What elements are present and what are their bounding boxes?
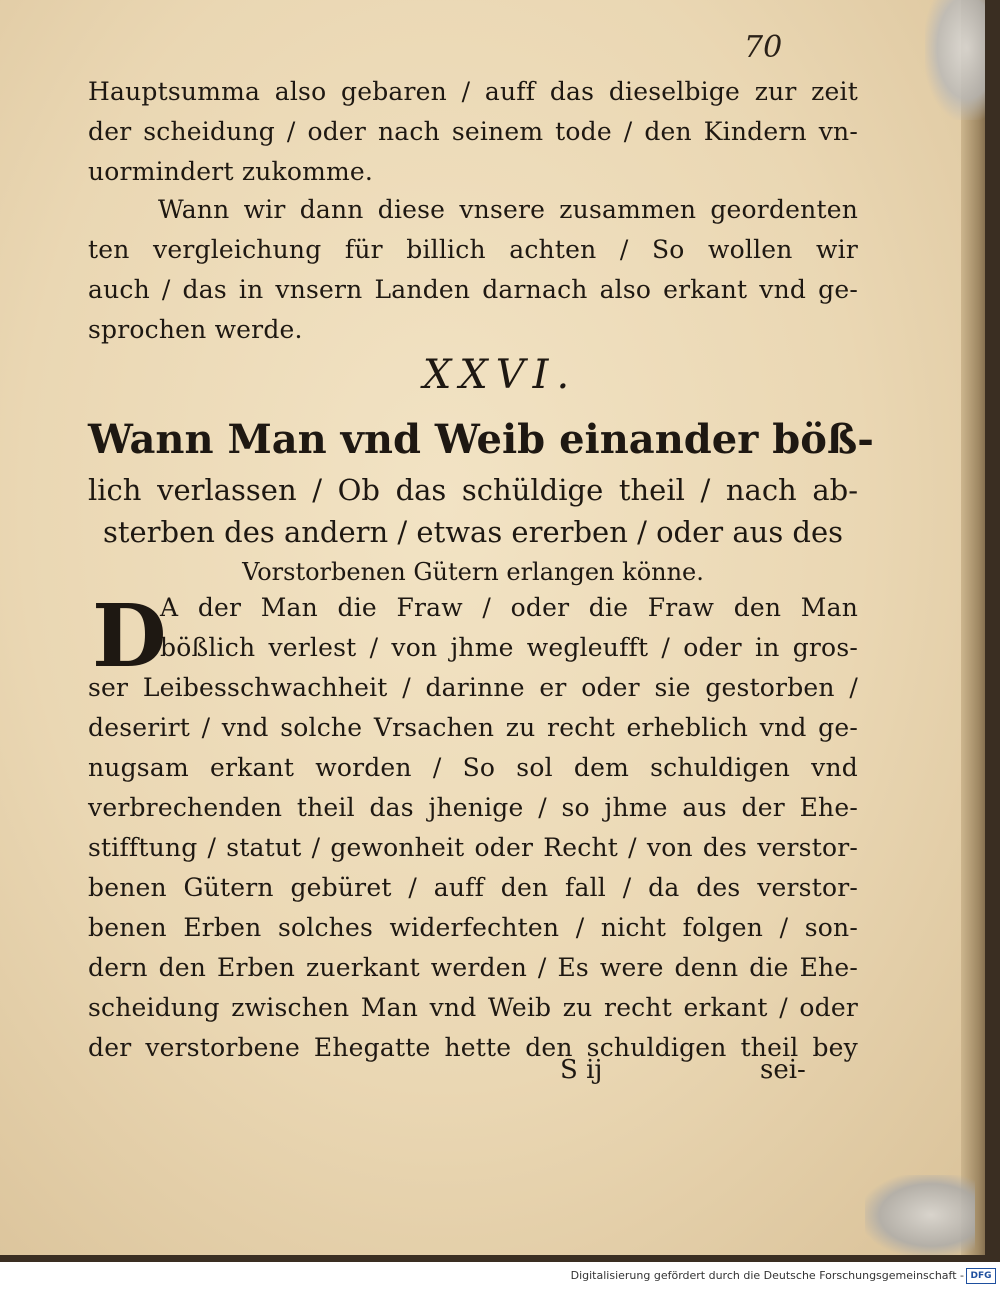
heading-line: sterben des andern / etwas ererben / oder aus des <box>102 515 844 549</box>
text-line: Hauptsumma also gebaren / auff das dieselbige zur zeit <box>88 77 858 106</box>
text-line: sprochen werde. <box>88 315 303 344</box>
book-clip-top <box>925 0 985 120</box>
heading-line: lich verlassen / Ob das schüldige theil / nach ab- <box>88 473 858 507</box>
page-number: 70 <box>744 30 783 65</box>
text-line: ser Leibesschwachheit / darinne er oder sie gestorben / <box>88 673 858 702</box>
text-line: dern den Erben zuerkant werden / Es were denn die Ehe- <box>88 953 858 982</box>
text-line: stifftung / statut / gewonheit oder Recht / von des verstor- <box>88 833 858 862</box>
paragraph-2 <box>88 190 858 350</box>
text-line: der verstorbene Ehegatte hette den schuldigen theil bey <box>88 1033 858 1062</box>
text-line: Wann wir dann diese vnsere zusammen geordenten <box>158 195 858 224</box>
text-line: verbrechenden theil das jhenige / so jhme aus der Ehe- <box>88 793 858 822</box>
text-line: A der Man die Fraw / oder die Fraw den Man <box>160 593 858 622</box>
book-clip-bottom <box>865 1175 975 1255</box>
dfg-logo-icon: DFG <box>966 1268 996 1284</box>
funding-credit: Digitalisierung gefördert durch die Deutsche Forschungsgemeinschaft - <box>570 1269 964 1282</box>
text-line: deserirt / vnd solche Vrsachen zu recht erheblich vnd ge- <box>88 713 858 742</box>
text-line: benen Gütern gebüret / auff den fall / da des verstor- <box>88 873 858 902</box>
paragraph-1 <box>88 72 858 192</box>
text-line: ten vergleichung für billich achten / So wollen wir <box>88 235 858 264</box>
footer-bar <box>0 1262 1000 1289</box>
text-line: scheidung zwischen Man vnd Weib zu recht erkant / oder <box>88 993 858 1022</box>
text-line: der scheidung / oder nach seinem tode / den Kindern vn- <box>88 117 858 146</box>
signature-mark: S ij <box>560 1055 603 1085</box>
text-line: auch / das in vnsern Landen darnach also erkant vnd ge- <box>88 275 858 304</box>
chapter-heading <box>88 412 874 592</box>
heading-line: Vorstorbenen Gütern erlangen könne. <box>242 558 704 586</box>
page-foot <box>0 1055 985 1095</box>
paragraph-3 <box>88 588 858 1068</box>
text-line: nugsam erkant worden / So sol dem schuldigen vnd <box>88 753 858 782</box>
drop-cap: D <box>92 586 167 687</box>
chapter-number: XXVI. <box>422 352 578 398</box>
heading-line: Wann Man vnd Weib einander böß- <box>88 416 874 463</box>
text-line: uormindert zukomme. <box>88 157 374 186</box>
catchword: sei- <box>760 1055 806 1085</box>
text-line: benen Erben solches widerfechten / nicht folgen / son- <box>88 913 858 942</box>
text-line: bößlich verlest / von jhme wegleufft / oder in gros- <box>160 633 858 662</box>
